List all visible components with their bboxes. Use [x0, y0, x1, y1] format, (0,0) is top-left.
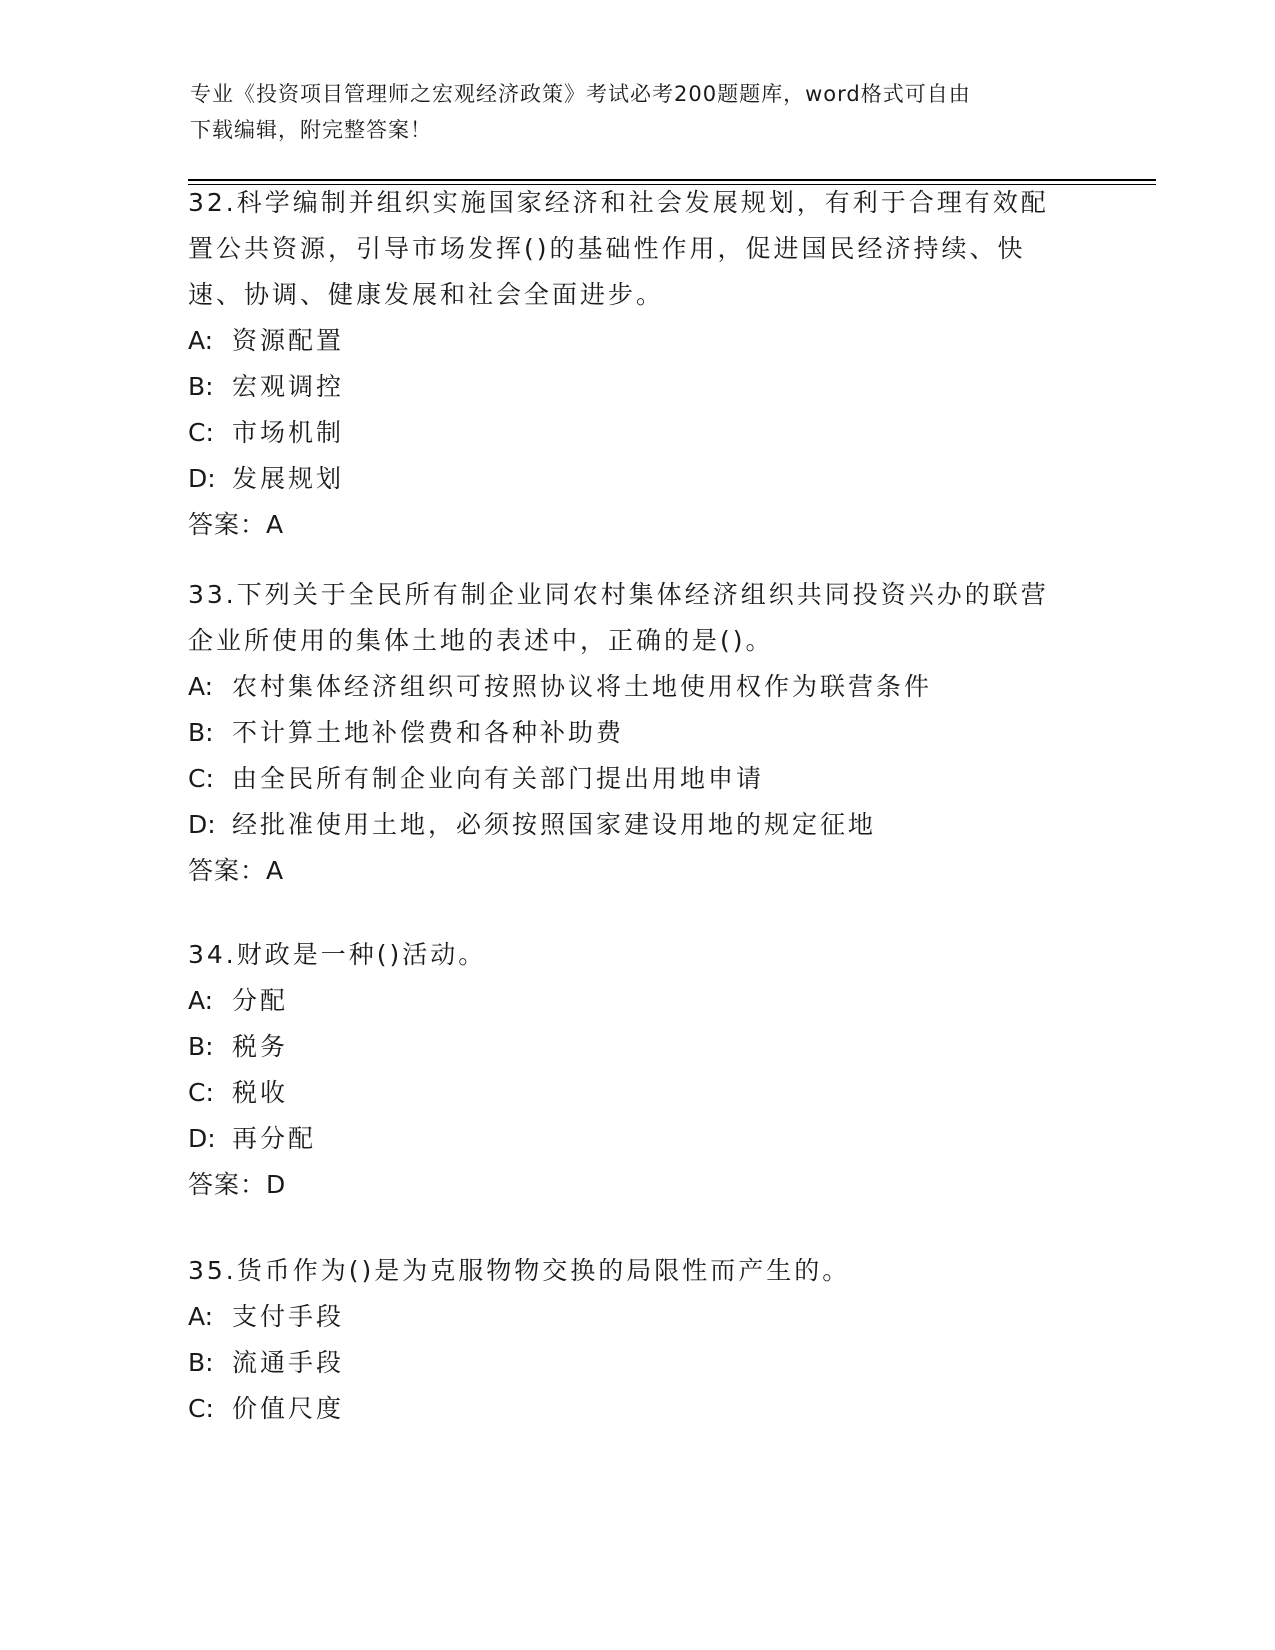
question-text-line: 34.财政是一种()活动。 — [188, 940, 487, 969]
option-key: A: — [188, 986, 214, 1015]
question-34 — [188, 932, 1088, 1208]
option-a — [188, 1294, 1088, 1340]
option-key: A: — [188, 672, 214, 701]
answer-label: 答案：A — [188, 510, 285, 539]
option-text: 市场机制 — [232, 418, 345, 447]
answer-label: 答案：D — [188, 1170, 287, 1199]
option-text: 经批准使用土地，必须按照国家建设用地的规定征地 — [232, 810, 877, 839]
question-text-line: 33.下列关于全民所有制企业同农村集体经济组织共同投资兴办的联营 — [188, 580, 1049, 609]
option-c — [188, 410, 1088, 456]
option-text: 宏观调控 — [232, 372, 345, 401]
option-c — [188, 756, 1088, 802]
option-key: D: — [188, 1124, 216, 1153]
option-c — [188, 1386, 1088, 1432]
option-c — [188, 1070, 1088, 1116]
question-text-line: 企业所使用的集体土地的表述中，正确的是()。 — [188, 626, 774, 655]
option-text: 由全民所有制企业向有关部门提出用地申请 — [232, 764, 765, 793]
option-key: B: — [188, 372, 214, 401]
option-d — [188, 802, 1088, 848]
option-key: B: — [188, 1032, 214, 1061]
option-key: C: — [188, 1394, 214, 1423]
question-text-line: 置公共资源，引导市场发挥()的基础性作用，促进国民经济持续、快 — [188, 234, 1026, 263]
option-text: 流通手段 — [232, 1348, 345, 1377]
option-key: C: — [188, 764, 214, 793]
question-35 — [188, 1248, 1088, 1432]
option-key: B: — [188, 1348, 214, 1377]
option-text: 不计算土地补偿费和各种补助费 — [232, 718, 625, 747]
option-key: A: — [188, 1302, 214, 1331]
option-d — [188, 1116, 1088, 1162]
question-text-line: 32.科学编制并组织实施国家经济和社会发展规划，有利于合理有效配 — [188, 188, 1049, 217]
question-33 — [188, 572, 1088, 894]
option-b — [188, 364, 1088, 410]
option-key: B: — [188, 718, 214, 747]
option-b — [188, 1340, 1088, 1386]
option-text: 农村集体经济组织可按照协议将土地使用权作为联营条件 — [232, 672, 933, 701]
question-text-line: 速、协调、健康发展和社会全面进步。 — [188, 280, 665, 309]
option-text: 分配 — [232, 986, 289, 1015]
option-b — [188, 710, 1088, 756]
option-a — [188, 664, 1088, 710]
option-d — [188, 456, 1088, 502]
option-key: D: — [188, 464, 216, 493]
option-key: A: — [188, 326, 214, 355]
option-text: 支付手段 — [232, 1302, 345, 1331]
option-b — [188, 1024, 1088, 1070]
option-text: 发展规划 — [232, 464, 345, 493]
option-text: 再分配 — [232, 1124, 317, 1153]
question-text-line: 35.货币作为()是为克服物物交换的局限性而产生的。 — [188, 1256, 851, 1285]
option-text: 价值尺度 — [232, 1394, 345, 1423]
option-text: 税收 — [232, 1078, 289, 1107]
question-32 — [188, 180, 1088, 548]
answer-label: 答案：A — [188, 856, 285, 885]
option-key: D: — [188, 810, 216, 839]
header-line-2: 下载编辑，附完整答案！ — [190, 118, 432, 142]
option-text: 税务 — [232, 1032, 289, 1061]
option-a — [188, 978, 1088, 1024]
option-text: 资源配置 — [232, 326, 345, 355]
header-line-1: 专业《投资项目管理师之宏观经济政策》考试必考200题题库，word格式可自由 — [190, 82, 971, 106]
option-a — [188, 318, 1088, 364]
document-header — [190, 76, 1090, 148]
option-key: C: — [188, 1078, 214, 1107]
option-key: C: — [188, 418, 214, 447]
